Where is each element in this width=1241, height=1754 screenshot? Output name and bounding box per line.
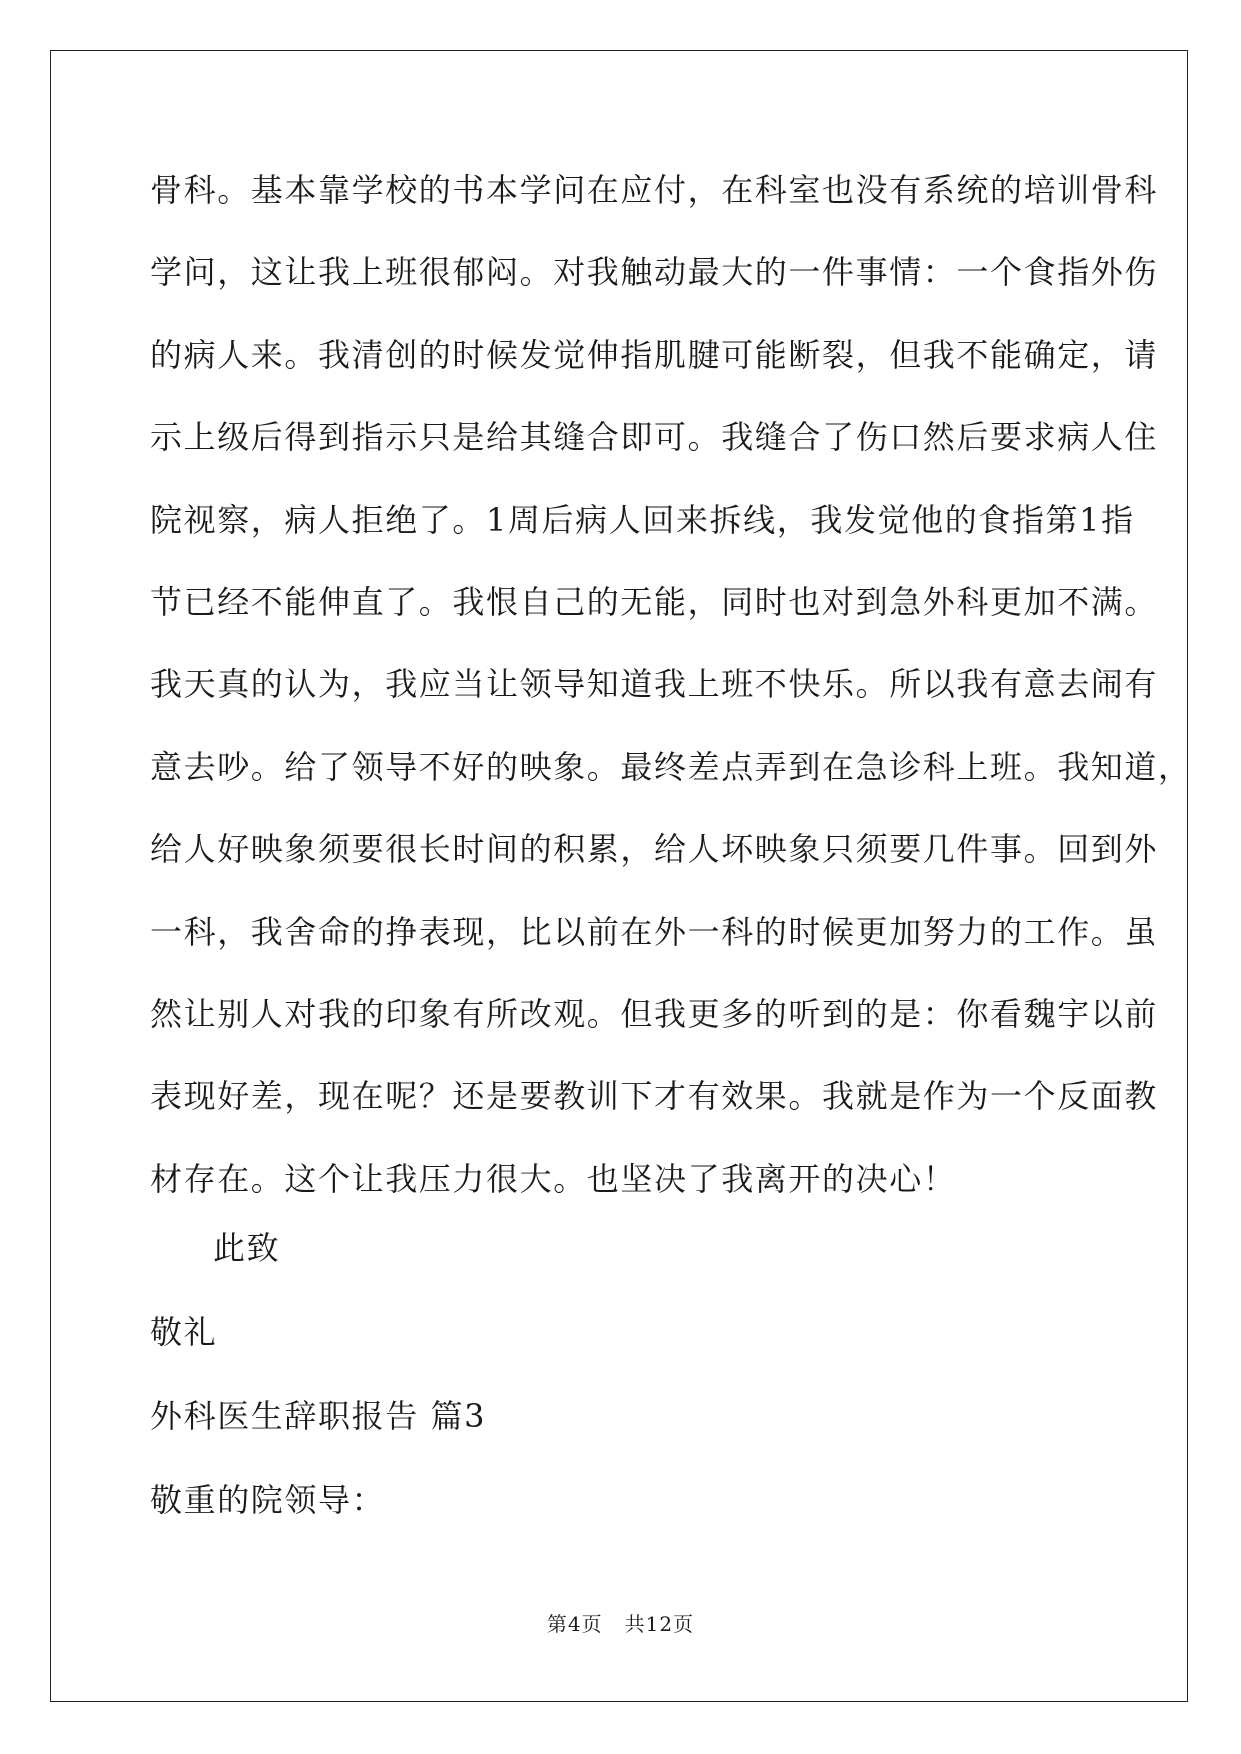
paragraph-line: 学问，这让我上班很郁闷。对我触动最大的一件事情：一个食指外伤 xyxy=(150,253,1159,292)
paragraph-line: 材存在。这个让我压力很大。也坚决了我离开的决心！ xyxy=(150,1159,957,1198)
paragraph-line: 然让别人对我的印象有所改观。但我更多的听到的是：你看魏宇以前 xyxy=(150,994,1159,1033)
page-footer xyxy=(0,1608,1241,1637)
paragraph-line: 的病人来。我清创的时候发觉伸指肌腱可能断裂，但我不能确定，请 xyxy=(150,335,1159,374)
paragraph-line: 院视察，病人拒绝了。1周后病人回来拆线，我发觉他的食指第1指 xyxy=(150,500,1135,539)
paragraph-line: 表现好差，现在呢？还是要教训下才有效果。我就是作为一个反面教 xyxy=(150,1077,1159,1116)
page-total: 共12页 xyxy=(624,1612,695,1636)
body-paragraph xyxy=(150,160,1192,1231)
closing-section xyxy=(150,1218,1090,1554)
closing-salutation: 此致 xyxy=(213,1229,281,1267)
paragraph-line: 骨科。基本靠学校的书本学问在应付，在科室也没有系统的培训骨科 xyxy=(150,171,1159,209)
letter-greeting: 敬重的院领导： xyxy=(150,1481,386,1519)
paragraph-line: 一科，我舍命的挣表现，比以前在外一科的时候更加努力的工作。虽 xyxy=(150,912,1159,951)
section-title: 外科医生辞职报告 篇3 xyxy=(150,1397,487,1435)
closing-regards: 敬礼 xyxy=(150,1313,218,1351)
paragraph-line: 意去吵。给了领导不好的映象。最终差点弄到在急诊科上班。我知道， xyxy=(150,747,1192,786)
paragraph-line: 节已经不能伸直了。我恨自己的无能，同时也对到急外科更加不满。 xyxy=(150,582,1159,621)
paragraph-line: 我天真的认为，我应当让领导知道我上班不快乐。所以我有意去闹有 xyxy=(150,665,1159,704)
paragraph-line: 示上级后得到指示只是给其缝合即可。我缝合了伤口然后要求病人住 xyxy=(150,418,1159,457)
page-number: 第4页 xyxy=(546,1612,603,1636)
paragraph-line: 给人好映象须要很长时间的积累，给人坏映象只须要几件事。回到外 xyxy=(150,830,1159,869)
